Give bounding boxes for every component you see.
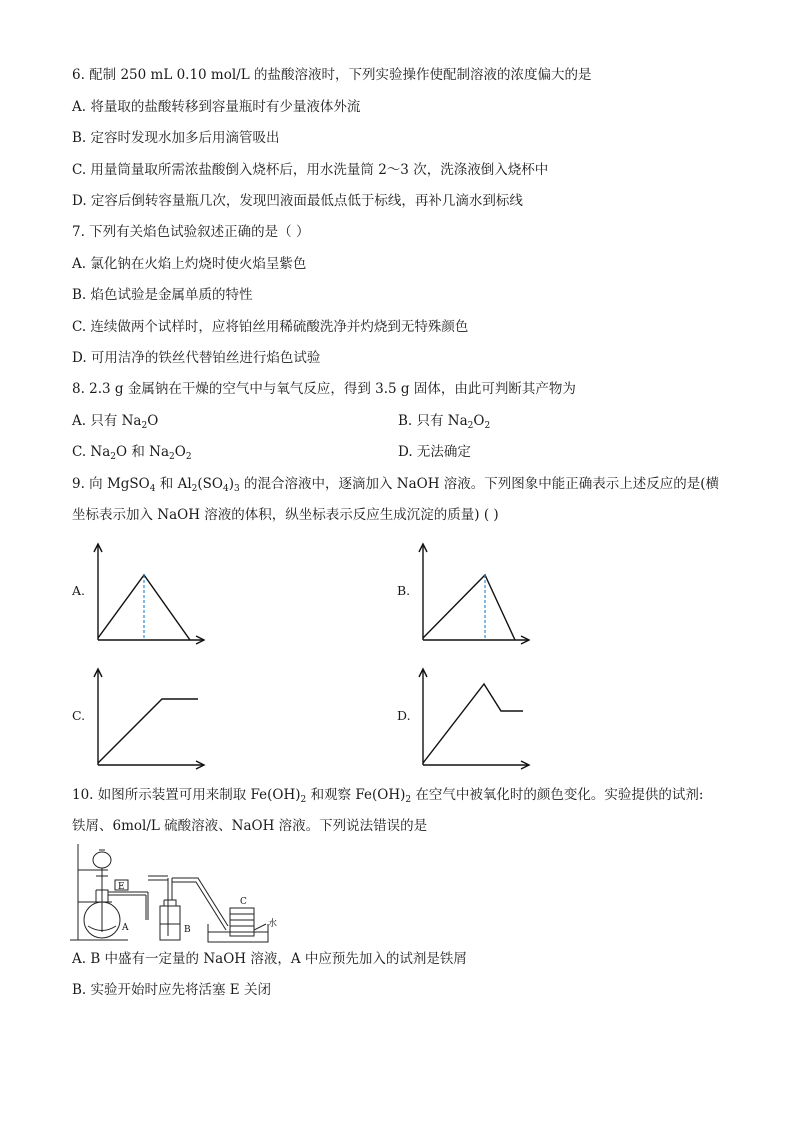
q10-option-b: B. 实验开始时应先将活塞 E 关闭 [72,982,271,998]
water-label: 水 [268,919,278,929]
q8-option-c: C. $Na_2O$ 和 $Na_2O_2$ [72,444,192,462]
graph-c-curve [98,699,198,763]
graph-c-label: C. [72,708,86,723]
graph-c [92,665,212,775]
q9-stem: 9. 向 MgSO$_4$ 和 $Al_2(SO_4)_3$ 的混合溶液中，逐滴加入 NaOH 溶液。下列图象中能正确表示上述反应的是(横 [72,476,720,494]
graph-a [92,540,212,650]
q8-option-b: B. 只有 $Na_2O_2$ [398,413,491,431]
graph-b [417,540,537,650]
graph-b-curve [423,575,515,640]
q7-stem: 7. 下列有关焰色试验叙述正确的是（ ） [72,224,310,240]
q7-option-b: B. 焰色试验是金属单质的特性 [72,287,253,303]
q10-option-a: A. B 中盛有一定量的 NaOH 溶液，A 中应预先加入的试剂是铁屑 [72,951,467,967]
q6-option-c: C. 用量筒量取所需浓盐酸倒入烧杯后，用水洗量筒 2～3 次，洗涤液倒入烧杯中 [72,162,549,178]
q8-option-a: A. 只有 $Na_2O$ [72,413,159,431]
stopcock-e-label: E [118,882,125,892]
q9-stem-line2: 坐标表示加入 NaOH 溶液的体积，纵坐标表示反应生成沉淀的质量) ( ) [72,507,499,523]
flask-a-label: A [122,923,129,933]
q6-stem: 6. 配制 250 mL 0.10 mol/L 的盐酸溶液时，下列实验操作使配制溶液的浓度偏大的是 [72,67,592,83]
water-pointer [254,924,266,930]
graph-d-curve [423,684,523,763]
graph-d-axes [419,669,529,769]
graph-d-label: D. [397,708,411,723]
bottle-b [160,878,180,940]
graph-b-axes [419,544,529,644]
graph-c-axes [94,669,204,769]
q8-option-d: D. 无法确定 [398,444,471,460]
graph-a-label: A. [72,583,86,598]
q10-stem-line2: 铁屑、6mol/L 硫酸溶液、NaOH 溶液。下列说法错误的是 [72,818,428,834]
q6-option-d: D. 定容后倒转容量瓶几次，发现凹液面最低点低于标线，再补几滴水到标线 [72,193,523,209]
graph-a-axes [94,544,204,644]
graph-b-label: B. [397,583,411,598]
cylinder-c-label: C [240,897,247,907]
q6-option-b: B. 定容时发现水加多后用滴管吸出 [72,130,280,146]
graph-d [417,665,537,775]
q7-option-d: D. 可用洁净的铁丝代替铂丝进行焰色试验 [72,350,321,366]
apparatus-diagram [68,840,288,945]
bottle-b-label: B [184,925,191,935]
q7-option-a: A. 氯化钠在火焰上灼烧时使火焰呈紫色 [72,256,307,272]
q6-option-a: A. 将量取的盐酸转移到容量瓶时有少量液体外流 [72,99,361,115]
separatory-funnel [93,850,111,884]
water-trough [208,924,268,942]
q7-option-c: C. 连续做两个试样时，应将铂丝用稀硫酸洗净并灼烧到无特殊颜色 [72,319,469,335]
q8-stem: 8. 2.3 g 金属钠在干燥的空气中与氧气反应，得到 3.5 g 固体，由此可判断其产物为 [72,381,576,397]
q10-stem: 10. 如图所示装置可用来制取 $Fe(OH)_2$ 和观察 $Fe(OH)_2$ 在空气中被氧化时的颜色变化。实验提供的试剂: [72,787,704,805]
